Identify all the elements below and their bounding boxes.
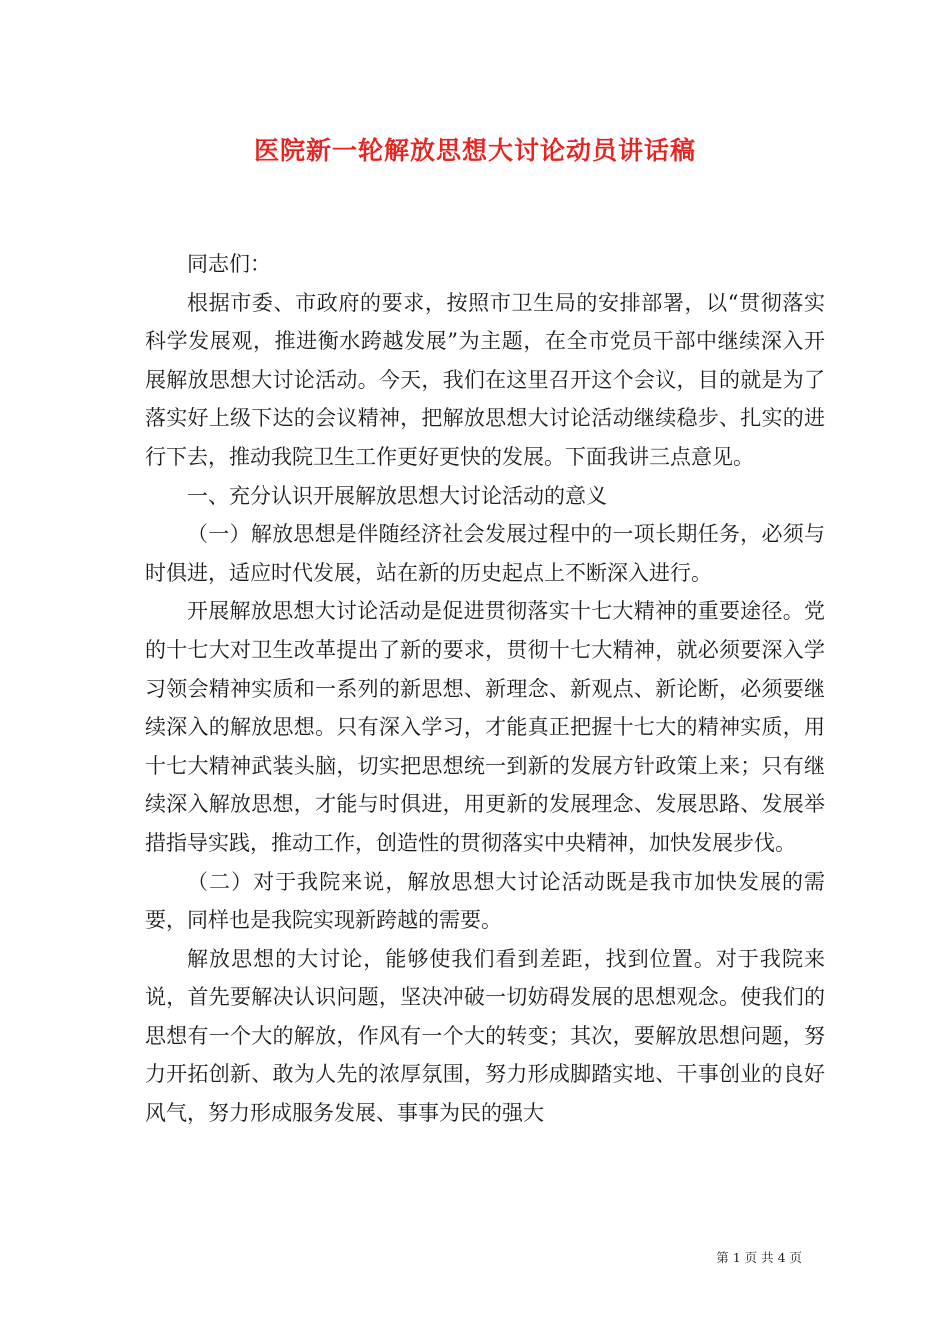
paragraph: 根据市委、市政府的要求，按照市卫生局的安排部署，以“贯彻落实科学发展观，推进衡水跨越发展”为主题，在全市党员干部中继续深入开展解放思想大讨论活动。今天，我们在这里召开这个会议，目的就是为了落实好上级下达的会议精神，把解放思想大讨论活动继续稳步、扎实的进行下去，推动我院卫生工作更好更快的发展。下面我讲三点意见。 [145,290,825,469]
document-body [145,245,825,1133]
page-number: 第 1 页 共 4 页 [716,1250,802,1265]
paragraph: 开展解放思想大讨论活动是促进贯彻落实十七大精神的重要途径。党的十七大对卫生改革提出了新的要求，贯彻十七大精神，就必须要深入学习领会精神实质和一系列的新思想、新理念、新观点、新论断，必须要继续深入的解放思想。只有深入学习，才能真正把握十七大的精神实质，用十七大精神武装头脑，切实把思想统一到新的发展方针政策上来；只有继续深入解放思想，才能与时俱进，用更新的发展理念、发展思路、发展举措指导实践，推动工作，创造性的贯彻落实中央精神，加快发展步伐。 [145,599,825,855]
document-title: 医院新一轮解放思想大讨论动员讲话稿 [253,136,696,165]
section-heading: 一、充分认识开展解放思想大讨论活动的意义 [187,483,607,508]
subsection-heading: （二）对于我院来说，解放思想大讨论活动既是我市加快发展的需要，同样也是我院实现新跨越的需要。 [145,869,825,933]
salutation: 同志们： [187,252,271,276]
paragraph: 解放思想的大讨论，能够使我们看到差距，找到位置。对于我院来说，首先要解决认识问题，坚决冲破一切妨碍发展的思想观念。使我们的思想有一个大的解放，作风有一个大的转变；其次，要解放思想问题，努力开拓创新、敢为人先的浓厚氛围，努力形成脚踏实地、干事创业的良好风气，努力形成服务发展、事事为民的强大 [145,946,825,1126]
subsection-heading: （一）解放思想是伴随经济社会发展过程中的一项长期任务，必须与时俱进，适应时代发展，站在新的历史起点上不断深入进行。 [145,522,825,585]
